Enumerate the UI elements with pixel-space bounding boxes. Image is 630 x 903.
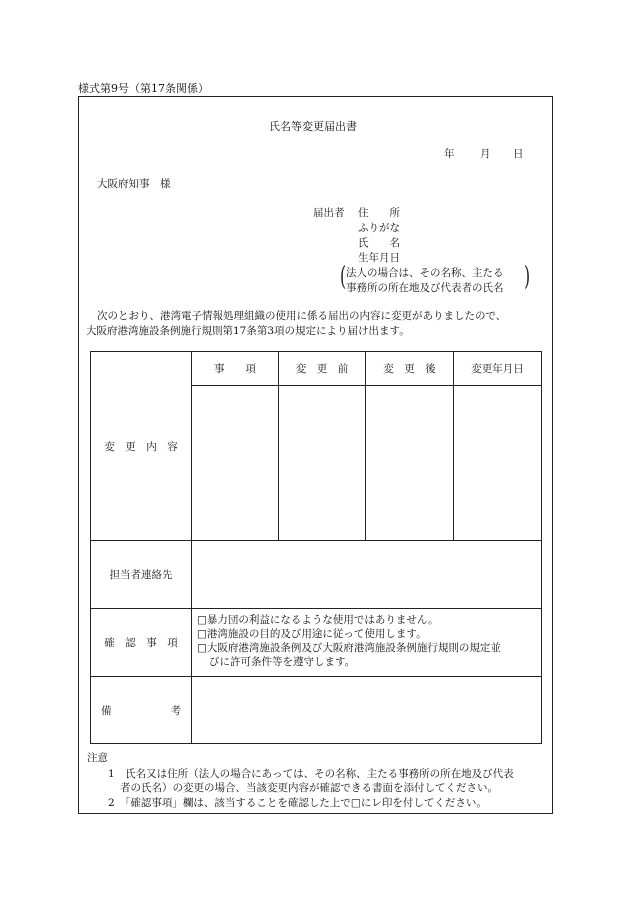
- applicant-furigana-label: ふりがな: [358, 222, 400, 234]
- confirm-item-2[interactable]: □港湾施設の目的及び用途に従って使用します。: [197, 628, 427, 640]
- confirm-item-3[interactable]: □大阪府港湾施設条例及び大阪府港湾施設条例施行規則の規定並: [197, 642, 501, 654]
- change-before-cell[interactable]: [279, 386, 366, 541]
- date-day: 日: [513, 148, 524, 160]
- remarks-label: [91, 677, 192, 744]
- change-item-cell[interactable]: [192, 386, 279, 541]
- contact-cell[interactable]: [192, 541, 542, 609]
- note-2: 2 「確認事項」欄は、該当することを確認した上で□にレ印を付してください。: [108, 797, 487, 809]
- column-header-item: 事 項: [192, 352, 279, 386]
- notes-heading: 注意: [87, 752, 108, 764]
- column-header-change-date: 変更年月日: [454, 352, 542, 386]
- remarks-label-a: 備: [101, 704, 112, 717]
- addressee: 大阪府知事 様: [97, 178, 171, 190]
- column-header-before: 変 更 前: [279, 352, 366, 386]
- corp-note-line2: 事務所の所在地及び代表者の氏名: [346, 282, 504, 294]
- change-after-cell[interactable]: [366, 386, 454, 541]
- corp-note-line1: 法人の場合は、その名称、主たる: [346, 267, 504, 279]
- confirm-item-3-cont: びに許可条件等を遵守します。: [209, 656, 356, 668]
- form-title: 氏名等変更届出書: [269, 120, 357, 133]
- contact-label: 担当者連絡先: [91, 541, 192, 609]
- remarks-label-b: 考: [170, 704, 181, 717]
- applicant-label: 届出者: [313, 207, 345, 219]
- body-text-line1: 次のとおり、港湾電子情報処理組織の使用に係る届出の内容に変更がありましたので、: [97, 310, 507, 322]
- note-1-line2: 者の氏名）の変更の場合、当該変更内容が確認できる書面を添付してください。: [120, 782, 498, 794]
- column-header-after: 変 更 後: [366, 352, 454, 386]
- change-table: [90, 351, 542, 744]
- remarks-cell[interactable]: [192, 677, 542, 744]
- form-number: 様式第9号（第17条関係）: [78, 82, 209, 95]
- confirm-item-1[interactable]: □暴力団の利益になるような使用ではありません。: [197, 614, 439, 626]
- confirm-label: 確 認 事 項: [91, 609, 192, 677]
- body-text-line2: 大阪府港湾施設条例施行規則第17条第3項の規定により届け出ます。: [86, 325, 410, 337]
- applicant-address-label: 住 所: [358, 207, 400, 219]
- applicant-name-label: 氏 名: [358, 237, 400, 249]
- note-1-line1: 1 氏名又は住所（法人の場合にあっては、その名称、主たる事務所の所在地及び代表: [108, 768, 514, 780]
- change-date-cell[interactable]: [454, 386, 542, 541]
- applicant-birthdate-label: 生年月日: [358, 252, 400, 264]
- date-year: 年: [444, 148, 455, 160]
- date-month: 月: [480, 148, 491, 160]
- change-content-label: 変 更 内 容: [91, 352, 192, 541]
- confirm-items-cell: [192, 609, 542, 677]
- corp-note-close-paren: ): [524, 262, 531, 292]
- corp-note-open-paren: (: [340, 262, 347, 292]
